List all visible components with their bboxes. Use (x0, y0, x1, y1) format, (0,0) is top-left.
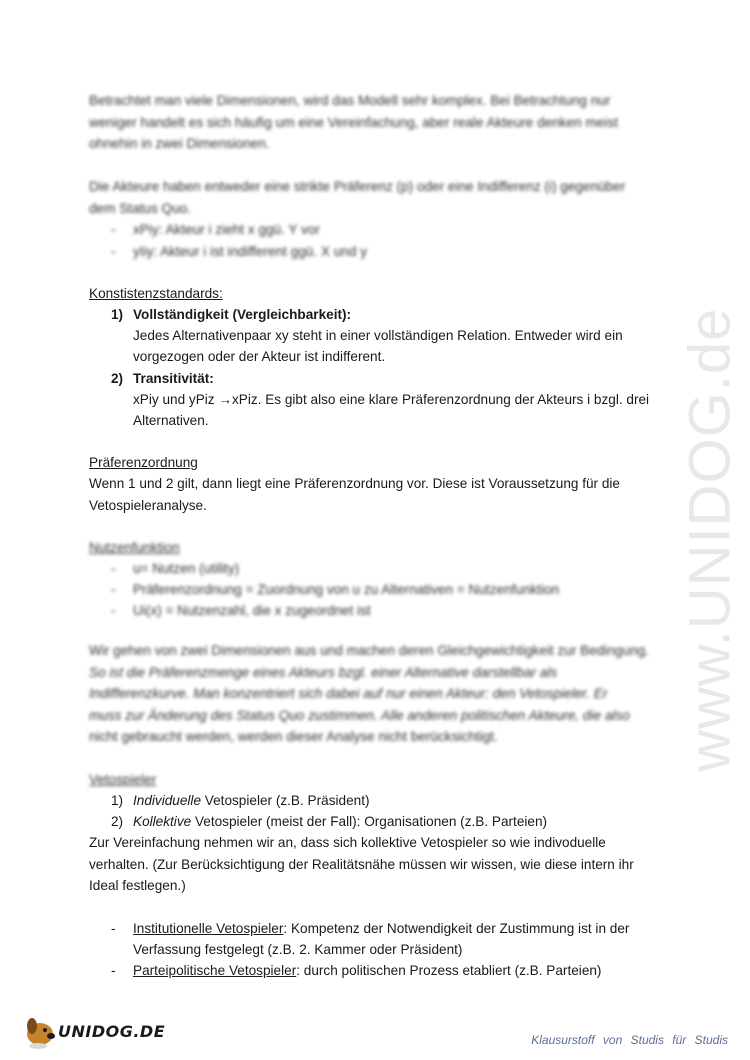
text-line: Die Akteure haben entweder eine strikte Präferenz (p) oder eine Indifferenz (i) gegenüber (89, 179, 626, 194)
item-text: Jedes Alternativenpaar xy steht in einer vollständigen Relation. Entweder wird ein (133, 328, 623, 343)
item-title: Transitivität: (133, 371, 214, 386)
veto-type-text: Vetospieler (z.B. Präsident) (201, 793, 370, 808)
veto-type-term: Parteipolitische Vetospieler (133, 963, 297, 978)
item-text: xPiy und yPiz →xPiz. Es gibt also eine klare Präferenzordnung der Akteurs i bzgl. drei (133, 392, 650, 407)
bullet-dash: - (111, 963, 116, 978)
list-item: Ui(x) = Nutzenzahl, die x zugeordnet ist (133, 603, 371, 618)
veto-type-item (133, 918, 629, 940)
veto-type-term: Individuelle (133, 793, 202, 808)
watermark-text: www.UNIDOG.de (677, 307, 743, 773)
konsistenz-heading: Konstistenzstandards: (89, 286, 223, 301)
text-line: Wenn 1 und 2 gilt, dann liegt eine Präferenzordnung vor. Diese ist Voraussetzung für die (89, 476, 620, 491)
text-line: weniger handelt es sich häufig um eine Vereinfachung, aber reale Akteure denken meist (89, 114, 618, 130)
praeferenz-paragraph (89, 473, 649, 516)
list-item: Präferenzordnung = Zuordnung von u zu Alternativen = Nutzenfunktion (133, 582, 560, 597)
bullet-dash: - (111, 603, 116, 618)
praeferenz-heading: Präferenzordnung (89, 455, 198, 470)
item-text: vorgezogen oder der Akteur ist indifferent. (133, 349, 386, 364)
item-title: Vollständigkeit (Vergleichbarkeit): (133, 307, 352, 322)
logo-text: UNIDOG.DE (58, 1022, 166, 1041)
veto-type-text: Verfassung festgelegt (z.B. 2. Kammer oder Präsident) (133, 942, 463, 957)
veto-type-text: : durch politischen Prozess etabliert (z.B. Parteien) (296, 963, 602, 978)
blurred-veto-heading: Vetospieler (89, 772, 157, 787)
veto-type-text: : Kompetenz der Notwendigkeit der Zustimmung ist in der (283, 921, 630, 936)
text-line: verhalten. (Zur Berücksichtigung der Realitätsnähe müssen wir wissen, wie diese intern ihr (89, 856, 634, 872)
text-line: Indifferenzkurve. Man konzentriert sich dabei auf nur einen Akteur: den Vetospieler. Er (89, 686, 608, 701)
blurred-preference-paragraph (89, 176, 649, 219)
list-item: yIiy: Akteur i ist indifferent ggü. X und y (133, 244, 367, 259)
list-item: u= Nutzen (utility) (133, 561, 240, 576)
blurred-analysis-paragraph (89, 640, 649, 748)
item-number: 1) (111, 793, 124, 808)
text-line: Betrachtet man viele Dimensionen, wird das Modell sehr komplex. Bei Betrachtung nur (89, 93, 611, 108)
veto-item (133, 811, 547, 833)
item-text: Alternativen. (133, 413, 209, 428)
veto-paragraph (89, 832, 649, 897)
bullet-dash: - (111, 244, 116, 259)
blurred-intro-paragraph (89, 90, 649, 155)
item-number: 1) (111, 307, 124, 322)
text-line: So ist die Präferenzmenge eines Akteurs bzgl. einer Alternative darstellbar als (89, 664, 558, 680)
bullet-dash: - (111, 921, 116, 936)
item-number: 2) (111, 371, 124, 386)
bullet-dash: - (111, 222, 116, 237)
blurred-nutzen-heading: Nutzenfunktion (89, 540, 180, 555)
bullet-dash: - (111, 582, 116, 597)
text-line: Ideal festlegen.) (89, 878, 186, 893)
veto-type-term: Kollektive (133, 814, 192, 829)
text-line: nicht gebraucht werden, werden dieser Analyse nicht berücksichtigt. (89, 729, 498, 744)
text-line: muss zur Änderung des Status Quo zustimmen. Alle anderen politischen Akteure, die also (89, 707, 630, 723)
text-line: Vetospieleranalyse. (89, 497, 207, 513)
item-number: 2) (111, 814, 124, 829)
text-line: Wir gehen von zwei Dimensionen aus und machen deren Gleichgewichtigkeit zur Bedingung. (89, 643, 649, 658)
veto-type-term: Institutionelle Vetospieler (133, 921, 284, 936)
veto-type-item (133, 960, 601, 982)
watermark (655, 307, 750, 773)
text-line: Zur Vereinfachung nehmen wir an, dass sich kollektive Vetospieler so wie indivoduelle (89, 835, 606, 850)
text-line: ohnehin in zwei Dimensionen. (89, 136, 270, 151)
footer-tagline: Klausurstoff von Studis für Studis (531, 1033, 728, 1047)
list-item: xPiy: Akteur i zieht x ggü. Y vor (133, 222, 320, 237)
veto-type-text: Vetospieler (meist der Fall): Organisationen (z.B. Parteien) (191, 814, 548, 829)
text-line: dem Status Quo. (89, 200, 192, 216)
veto-item (133, 790, 370, 812)
bullet-dash: - (111, 561, 116, 576)
